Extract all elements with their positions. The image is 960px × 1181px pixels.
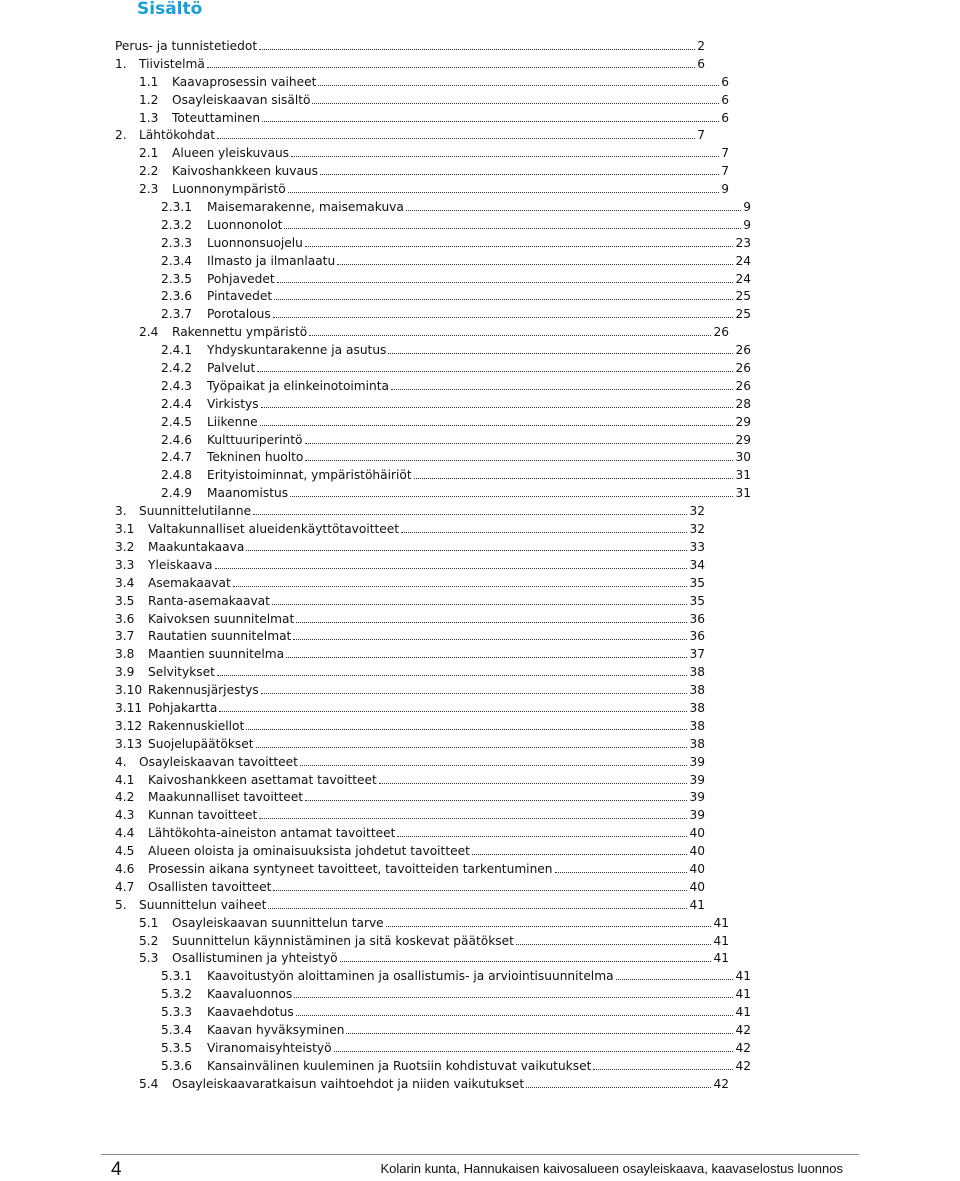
- toc-entry[interactable]: [115, 217, 751, 235]
- toc-entry-page: 7: [697, 128, 705, 143]
- toc-dot-leader: [526, 1086, 711, 1088]
- toc-dot-leader: [286, 656, 687, 658]
- toc-dot-leader: [207, 66, 695, 68]
- toc-entry-page: 6: [721, 92, 729, 107]
- toc-entry[interactable]: [115, 1058, 751, 1076]
- toc-dot-leader: [274, 298, 733, 300]
- toc-entry[interactable]: [115, 772, 705, 790]
- toc-entry-title: Lähtökohdat: [139, 128, 216, 143]
- toc-entry-title: Rakennusjärjestys: [148, 683, 259, 698]
- toc-entry[interactable]: [115, 557, 705, 575]
- toc-entry[interactable]: [115, 1022, 751, 1040]
- toc-entry-number: 2.: [115, 128, 127, 143]
- toc-entry-title: Maanomistus: [207, 486, 289, 501]
- toc-dot-leader: [305, 442, 734, 444]
- toc-entry-page: 36: [689, 611, 705, 626]
- toc-entry-number: 5.3: [139, 951, 159, 966]
- toc-entry[interactable]: [115, 485, 751, 503]
- toc-entry-page: 9: [743, 217, 751, 232]
- toc-entry-number: 3.7: [115, 629, 135, 644]
- toc-entry-title: Kaavaluonnos: [207, 987, 293, 1002]
- toc-entry-page: 41: [735, 987, 751, 1002]
- toc-entry-page: 40: [689, 861, 705, 876]
- toc-entry-title: Tekninen huolto: [207, 450, 304, 465]
- toc-entry-number: 1.3: [139, 110, 159, 125]
- toc-entry-title: Luonnonsuojelu: [207, 235, 303, 250]
- toc-entry[interactable]: [115, 539, 705, 557]
- toc-entry-title: Rakennuskiellot: [148, 718, 245, 733]
- toc-entry-title: Selvitykset: [148, 665, 215, 680]
- toc-entry-title: Virkistys: [207, 396, 259, 411]
- toc-dot-leader: [294, 996, 733, 998]
- toc-entry-number: 1.2: [139, 92, 159, 107]
- toc-dot-leader: [262, 120, 719, 122]
- toc-entry-number: 2.3.2: [161, 217, 193, 232]
- toc-dot-leader: [296, 621, 687, 623]
- toc-entry-page: 38: [689, 718, 705, 733]
- toc-entry-number: 1.: [115, 56, 127, 71]
- toc-dot-leader: [291, 155, 719, 157]
- toc-entry-number: 2.3.3: [161, 235, 193, 250]
- toc-entry-title: Liikenne: [207, 414, 258, 429]
- toc-entry-number: 3.4: [115, 575, 135, 590]
- toc-entry-number: 2.4.4: [161, 396, 193, 411]
- toc-entry-number: 5.3.1: [161, 969, 193, 984]
- toc-dot-leader: [593, 1068, 733, 1070]
- toc-entry-page: 2: [697, 39, 705, 53]
- toc-entry-number: 4.3: [115, 808, 135, 823]
- toc-entry-number: 2.4.2: [161, 361, 193, 376]
- toc-entry-page: 38: [689, 665, 705, 680]
- toc-entry-number: 4.4: [115, 826, 135, 841]
- toc-dot-leader: [259, 817, 687, 819]
- toc-entry-number: 2.3.1: [161, 200, 193, 215]
- toc-entry-title: Yleiskaava: [148, 557, 213, 572]
- toc-entry-number: 5.3.5: [161, 1040, 193, 1055]
- toc-entry-number: 2.3.7: [161, 307, 193, 322]
- toc-dot-leader: [273, 889, 687, 891]
- toc-entry-number: 2.3.4: [161, 253, 193, 268]
- toc-entry-title: Alueen yleiskuvaus: [172, 146, 290, 161]
- toc-entry[interactable]: [115, 38, 705, 56]
- toc-entry[interactable]: [115, 736, 705, 754]
- table-of-contents: [115, 38, 751, 1094]
- toc-entry-title: Porotalous: [207, 307, 271, 322]
- toc-dot-leader: [305, 459, 733, 461]
- toc-entry-title: Viranomaisyhteistyö: [207, 1040, 332, 1055]
- toc-entry[interactable]: [115, 593, 705, 611]
- toc-entry[interactable]: [115, 235, 751, 253]
- toc-dot-leader: [296, 1014, 734, 1016]
- toc-dot-leader: [217, 137, 695, 139]
- footer-page-number: 4: [111, 1159, 122, 1180]
- toc-dot-leader: [379, 782, 688, 784]
- toc-entry-page: 6: [721, 110, 729, 125]
- toc-entry-number: 2.4.6: [161, 432, 193, 447]
- toc-entry[interactable]: [115, 1076, 729, 1094]
- toc-entry-title: Erityistoiminnat, ympäristöhäiriöt: [207, 468, 412, 483]
- toc-entry-title: Maisemarakenne, maisemakuva: [207, 200, 404, 215]
- toc-entry[interactable]: [115, 825, 705, 843]
- toc-entry-page: 41: [713, 951, 729, 966]
- toc-entry-page: 38: [689, 736, 705, 751]
- toc-dot-leader: [277, 281, 734, 283]
- toc-entry-title: Maakunnalliset tavoitteet: [148, 790, 304, 805]
- footer-divider: [101, 1154, 859, 1155]
- toc-entry-number: 2.4.1: [161, 343, 193, 358]
- toc-dot-leader: [516, 943, 712, 945]
- toc-dot-leader: [273, 316, 734, 318]
- toc-entry-title: Osayleiskaavan tavoitteet: [139, 754, 298, 769]
- toc-entry-title: Tiivistelmä: [139, 56, 205, 71]
- toc-dot-leader: [257, 370, 733, 372]
- toc-entry-title: Valtakunnalliset alueidenkäyttötavoitteet: [148, 522, 400, 537]
- toc-entry[interactable]: [115, 611, 705, 629]
- toc-entry-number: 2.3.6: [161, 289, 193, 304]
- toc-entry-number: 3.11: [115, 700, 143, 715]
- toc-entry[interactable]: [115, 754, 705, 772]
- toc-entry[interactable]: [115, 288, 751, 306]
- toc-dot-leader: [340, 960, 712, 962]
- toc-entry-title: Ilmasto ja ilmanlaatu: [207, 253, 336, 268]
- toc-entry-title: Suunnittelun vaiheet: [139, 897, 267, 912]
- toc-dot-leader: [305, 799, 687, 801]
- toc-entry-page: 7: [721, 146, 729, 161]
- toc-entry-number: 2.4.7: [161, 450, 193, 465]
- toc-entry-number: 2.4.9: [161, 486, 193, 501]
- toc-entry[interactable]: [115, 861, 705, 879]
- toc-entry-page: 39: [689, 790, 705, 805]
- toc-entry-number: 3.12: [115, 718, 143, 733]
- toc-entry[interactable]: [115, 897, 705, 915]
- toc-entry-page: 28: [735, 396, 751, 411]
- toc-entry-title: Asemakaavat: [148, 575, 231, 590]
- toc-entry[interactable]: [115, 378, 751, 396]
- toc-entry-page: 26: [735, 378, 751, 393]
- toc-entry-number: 5.3.2: [161, 987, 193, 1002]
- toc-entry-number: 3.8: [115, 647, 135, 662]
- toc-entry[interactable]: [115, 163, 729, 181]
- footer-document-title: Kolarin kunta, Hannukaisen kaivosalueen osayleiskaava, kaavaselostus luonnos: [380, 1161, 843, 1176]
- toc-entry[interactable]: [115, 342, 751, 360]
- toc-entry-number: 4.2: [115, 790, 135, 805]
- toc-entry[interactable]: [115, 933, 729, 951]
- toc-entry-title: Suojelupäätökset: [148, 736, 254, 751]
- toc-entry-title: Kaivoshankkeen asettamat tavoitteet: [148, 772, 377, 787]
- toc-entry-title: Kaivoksen suunnitelmat: [148, 611, 295, 626]
- toc-entry[interactable]: [115, 789, 705, 807]
- toc-entry-page: 40: [689, 826, 705, 841]
- toc-entry-page: 9: [743, 200, 751, 215]
- toc-entry-title: Osayleiskaavan suunnittelun tarve: [172, 915, 384, 930]
- toc-entry-number: 4.5: [115, 844, 135, 859]
- toc-dot-leader: [388, 352, 733, 354]
- toc-entry-page: 35: [689, 593, 705, 608]
- toc-entry-page: 23: [735, 235, 751, 250]
- toc-entry-number: 5.1: [139, 915, 159, 930]
- toc-entry-page: 6: [721, 74, 729, 89]
- toc-entry-title: Maantien suunnitelma: [148, 647, 285, 662]
- toc-entry-title: Yhdyskuntarakenne ja asutus: [207, 343, 387, 358]
- toc-entry-title: Rakennettu ympäristö: [172, 325, 308, 340]
- toc-entry[interactable]: [115, 449, 751, 467]
- toc-entry-title: Kansainvälinen kuuleminen ja Ruotsiin kohdistuvat vaikutukset: [207, 1058, 592, 1073]
- toc-entry-title: Kaavaehdotus: [207, 1005, 294, 1020]
- toc-entry-number: 5.3.4: [161, 1022, 193, 1037]
- toc-dot-leader: [309, 334, 711, 336]
- toc-entry-title: Työpaikat ja elinkeinotoiminta: [207, 378, 390, 393]
- toc-entry[interactable]: [115, 968, 751, 986]
- toc-dot-leader: [472, 853, 688, 855]
- toc-entry-page: 7: [721, 164, 729, 179]
- toc-entry[interactable]: [115, 646, 705, 664]
- toc-entry[interactable]: [115, 700, 705, 718]
- toc-entry[interactable]: [115, 986, 751, 1004]
- toc-entry-number: 3.6: [115, 611, 135, 626]
- toc-entry-title: Pintavedet: [207, 289, 273, 304]
- toc-entry[interactable]: [115, 807, 705, 825]
- toc-entry-title: Maakuntakaava: [148, 539, 245, 554]
- toc-entry[interactable]: [115, 718, 705, 736]
- toc-entry[interactable]: [115, 271, 751, 289]
- toc-entry-title: Prosessin aikana syntyneet tavoitteet, tavoitteiden tarkentuminen: [148, 861, 553, 876]
- toc-entry-number: 2.4: [139, 325, 159, 340]
- toc-entry-number: 3.1: [115, 522, 135, 537]
- toc-entry-page: 41: [713, 933, 729, 948]
- toc-entry-number: 1.1: [139, 74, 159, 89]
- toc-entry-page: 41: [689, 897, 705, 912]
- toc-entry-page: 26: [713, 325, 729, 340]
- toc-dot-leader: [246, 728, 687, 730]
- toc-entry-page: 40: [689, 844, 705, 859]
- toc-entry-title: Kaivoshankkeen kuvaus: [172, 164, 319, 179]
- toc-entry-page: 26: [735, 343, 751, 358]
- toc-entry-number: 3.13: [115, 736, 143, 751]
- toc-entry-title: Kaavoitustyön aloittaminen ja osallistumis- ja arviointisuunnitelma: [207, 969, 614, 984]
- toc-entry[interactable]: [115, 324, 729, 342]
- toc-entry-page: 24: [735, 253, 751, 268]
- toc-entry-number: 4.7: [115, 879, 135, 894]
- toc-entry[interactable]: [115, 432, 751, 450]
- toc-dot-leader: [256, 746, 688, 748]
- toc-entry-page: 37: [689, 647, 705, 662]
- toc-entry-page: 41: [735, 969, 751, 984]
- toc-dot-leader: [219, 710, 687, 712]
- toc-entry-number: 4.1: [115, 772, 135, 787]
- toc-entry-title: Kaavaprosessin vaiheet: [172, 74, 317, 89]
- toc-dot-leader: [386, 925, 712, 927]
- toc-entry[interactable]: [115, 414, 751, 432]
- toc-entry-title: Pohjavedet: [207, 271, 275, 286]
- toc-entry-page: 30: [735, 450, 751, 465]
- toc-entry[interactable]: [115, 664, 705, 682]
- toc-entry-title: Osallisten tavoitteet: [148, 879, 272, 894]
- toc-entry-page: 39: [689, 772, 705, 787]
- toc-entry-number: 2.4.5: [161, 414, 193, 429]
- toc-entry-page: 6: [697, 56, 705, 71]
- toc-entry[interactable]: [115, 360, 751, 378]
- toc-entry-title: Kunnan tavoitteet: [148, 808, 258, 823]
- toc-dot-leader: [284, 227, 741, 229]
- toc-entry-page: 38: [689, 683, 705, 698]
- toc-entry[interactable]: [115, 950, 729, 968]
- toc-dot-leader: [215, 567, 688, 569]
- toc-entry[interactable]: [115, 92, 729, 110]
- toc-entry[interactable]: [115, 503, 705, 521]
- toc-entry[interactable]: [115, 199, 751, 217]
- toc-dot-leader: [401, 531, 687, 533]
- toc-entry-number: 3.5: [115, 593, 135, 608]
- toc-dot-leader: [288, 191, 720, 193]
- toc-entry-page: 26: [735, 361, 751, 376]
- toc-entry-number: 5.3.3: [161, 1005, 193, 1020]
- toc-entry-number: 3.: [115, 504, 127, 519]
- toc-entry[interactable]: [115, 1004, 751, 1022]
- toc-entry[interactable]: [115, 575, 705, 593]
- toc-dot-leader: [397, 835, 687, 837]
- toc-entry-number: 3.9: [115, 665, 135, 680]
- toc-entry[interactable]: [115, 467, 751, 485]
- page-title: Sisältö: [137, 0, 203, 19]
- toc-entry-page: 42: [713, 1076, 729, 1091]
- toc-entry-page: 36: [689, 629, 705, 644]
- toc-entry[interactable]: [115, 56, 705, 74]
- toc-dot-leader: [290, 495, 733, 497]
- toc-entry-number: 3.2: [115, 539, 135, 554]
- toc-entry-page: 31: [735, 486, 751, 501]
- toc-entry-page: 29: [735, 432, 751, 447]
- toc-entry-number: 5.4: [139, 1076, 159, 1091]
- toc-entry-page: 42: [735, 1058, 751, 1073]
- toc-dot-leader: [253, 513, 687, 515]
- toc-dot-leader: [312, 102, 719, 104]
- toc-entry-page: 38: [689, 700, 705, 715]
- toc-entry-number: 2.2: [139, 164, 159, 179]
- toc-dot-leader: [268, 907, 687, 909]
- toc-entry-title: Luonnonolot: [207, 217, 283, 232]
- toc-entry-number: 3.3: [115, 557, 135, 572]
- toc-entry-number: 4.: [115, 754, 127, 769]
- toc-dot-leader: [261, 406, 734, 408]
- toc-dot-leader: [293, 638, 687, 640]
- toc-entry-title: Toteuttaminen: [172, 110, 261, 125]
- toc-dot-leader: [217, 674, 688, 676]
- toc-entry[interactable]: [115, 181, 729, 199]
- toc-entry-page: 39: [689, 754, 705, 769]
- toc-entry-page: 25: [735, 307, 751, 322]
- toc-entry-page: 40: [689, 879, 705, 894]
- toc-entry-title: Suunnittelutilanne: [139, 504, 252, 519]
- toc-entry-number: 5.3.6: [161, 1058, 193, 1073]
- toc-entry[interactable]: [115, 74, 729, 92]
- toc-entry-title: Osallistuminen ja yhteistyö: [172, 951, 338, 966]
- toc-entry-page: 32: [689, 522, 705, 537]
- toc-entry-page: 34: [689, 557, 705, 572]
- toc-entry[interactable]: [115, 145, 729, 163]
- toc-entry-title: Palvelut: [207, 361, 256, 376]
- toc-dot-leader: [334, 1050, 734, 1052]
- toc-dot-leader: [261, 692, 688, 694]
- toc-entry-title: Luonnonympäristö: [172, 182, 286, 197]
- toc-entry-page: 9: [721, 182, 729, 197]
- toc-entry-page: 41: [713, 915, 729, 930]
- toc-entry-page: 42: [735, 1040, 751, 1055]
- toc-entry[interactable]: [115, 253, 751, 271]
- toc-dot-leader: [391, 388, 733, 390]
- toc-entry-page: 25: [735, 289, 751, 304]
- toc-entry[interactable]: [115, 1040, 751, 1058]
- toc-entry-number: 5.: [115, 897, 127, 912]
- toc-dot-leader: [320, 173, 719, 175]
- toc-entry-title: Kaavan hyväksyminen: [207, 1022, 345, 1037]
- toc-entry-number: 2.3: [139, 182, 159, 197]
- toc-entry[interactable]: [115, 843, 705, 861]
- toc-entry-number: 5.2: [139, 933, 159, 948]
- toc-entry-page: 32: [689, 504, 705, 519]
- toc-entry-page: 35: [689, 575, 705, 590]
- toc-entry-title: Osayleiskaavan sisältö: [172, 92, 311, 107]
- toc-dot-leader: [246, 549, 687, 551]
- toc-entry[interactable]: [115, 110, 729, 128]
- toc-dot-leader: [259, 48, 695, 50]
- toc-entry-number: 3.10: [115, 683, 143, 698]
- toc-entry-title: Osayleiskaavaratkaisun vaihtoehdot ja niiden vaikutukset: [172, 1076, 525, 1091]
- toc-entry-title: Suunnittelun käynnistäminen ja sitä koskevat päätökset: [172, 933, 514, 948]
- toc-dot-leader: [318, 84, 719, 86]
- toc-dot-leader: [305, 245, 734, 247]
- toc-entry[interactable]: [115, 682, 705, 700]
- toc-entry-number: 2.4.3: [161, 378, 193, 393]
- toc-entry[interactable]: [115, 521, 705, 539]
- toc-entry[interactable]: [115, 915, 729, 933]
- toc-entry[interactable]: [115, 306, 751, 324]
- toc-entry-title: Ranta-asemakaavat: [148, 593, 270, 608]
- toc-entry-title: Kulttuuriperintö: [207, 432, 303, 447]
- toc-dot-leader: [346, 1032, 733, 1034]
- toc-entry-number: 2.3.5: [161, 271, 193, 286]
- toc-entry-title: Rautatien suunnitelmat: [148, 629, 292, 644]
- toc-entry-page: 33: [689, 539, 705, 554]
- toc-entry-page: 24: [735, 271, 751, 286]
- toc-entry[interactable]: [115, 396, 751, 414]
- toc-dot-leader: [406, 209, 741, 211]
- toc-dot-leader: [260, 424, 734, 426]
- toc-entry-title: Perus- ja tunnistetiedot: [115, 39, 258, 53]
- toc-dot-leader: [272, 603, 688, 605]
- toc-entry[interactable]: [115, 628, 705, 646]
- toc-dot-leader: [300, 764, 688, 766]
- toc-entry-title: Lähtökohta-aineiston antamat tavoitteet: [148, 826, 396, 841]
- toc-entry-page: 41: [735, 1005, 751, 1020]
- toc-entry-page: 29: [735, 414, 751, 429]
- toc-entry-number: 4.6: [115, 861, 135, 876]
- toc-entry-page: 39: [689, 808, 705, 823]
- toc-entry-title: Alueen oloista ja ominaisuuksista johdetut tavoitteet: [148, 844, 470, 859]
- toc-dot-leader: [616, 978, 734, 980]
- toc-entry[interactable]: [115, 127, 705, 145]
- toc-dot-leader: [414, 477, 734, 479]
- toc-entry-number: 2.4.8: [161, 468, 193, 483]
- toc-entry-number: 2.1: [139, 146, 159, 161]
- toc-entry-page: 42: [735, 1022, 751, 1037]
- toc-dot-leader: [337, 263, 733, 265]
- toc-dot-leader: [233, 585, 688, 587]
- toc-dot-leader: [555, 871, 688, 873]
- toc-entry-title: Pohjakartta: [148, 700, 218, 715]
- toc-entry-page: 31: [735, 468, 751, 483]
- toc-entry[interactable]: [115, 879, 705, 897]
